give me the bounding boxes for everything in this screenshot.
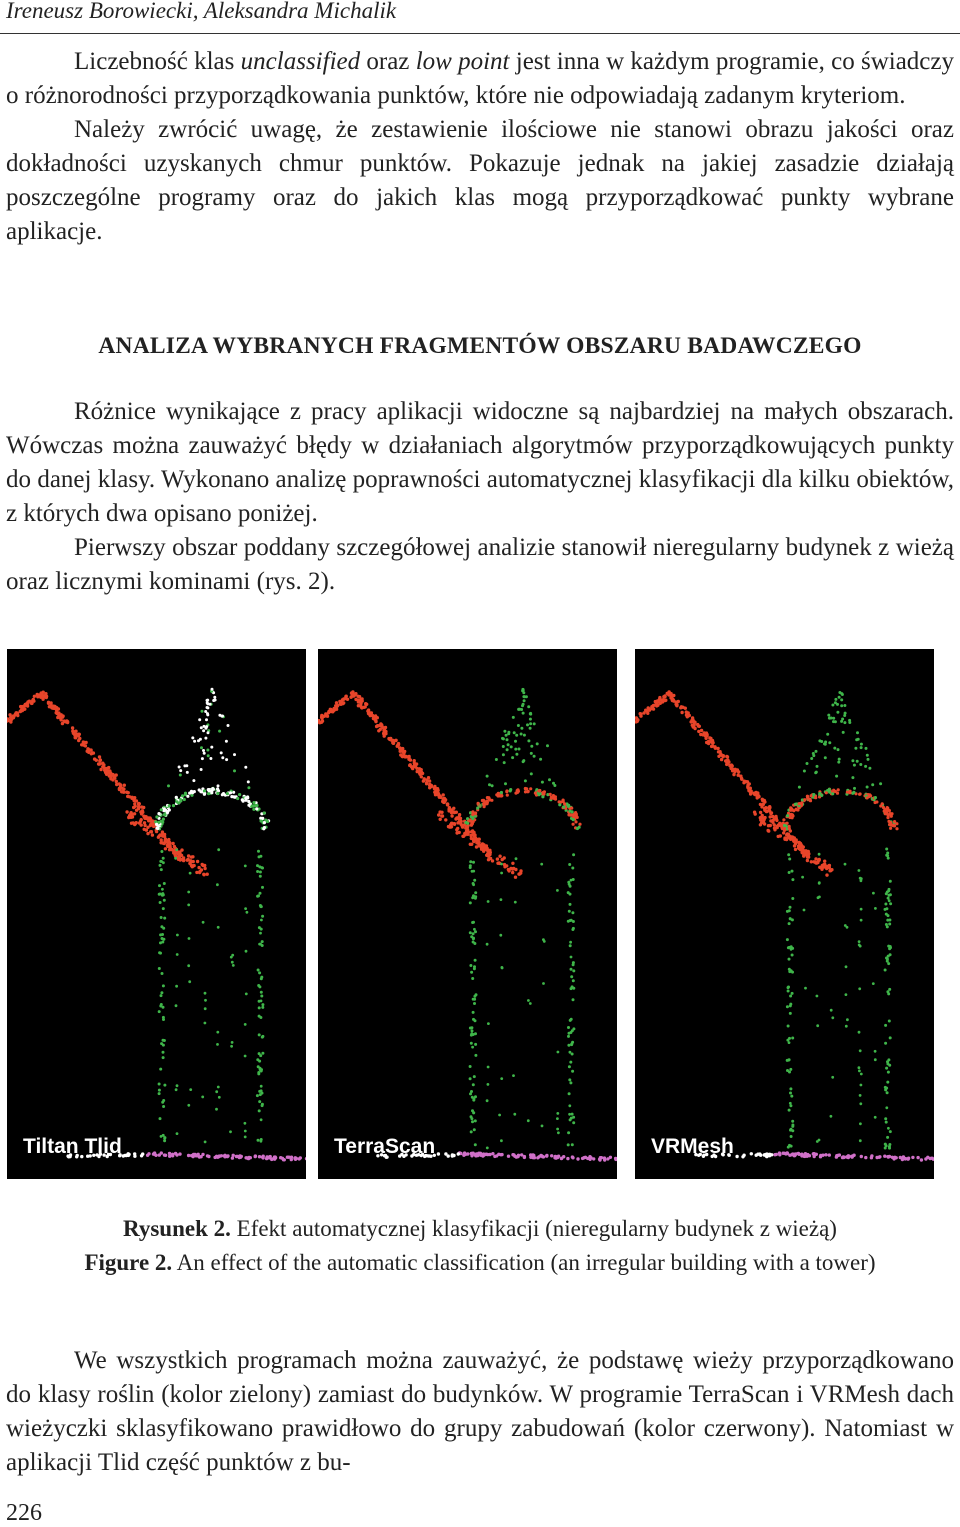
page-number: 226 [6, 1500, 42, 1526]
point-cloud-image [635, 649, 934, 1179]
point-cloud-image [7, 649, 306, 1179]
section-text [6, 395, 954, 599]
closing-paragraph: We wszystkich programach można zauważyć, że podstawę wieży przyporządkowano do klasy roślin (kolor zielony) zamiast do budynków. W programie TerraScan i VRMesh dach wieżyczki sklasyfikowano prawidłowo do grupy zabudowań (kolor czerwony). Natomiast w aplikacji Tlid część punktów z bu- [6, 1347, 954, 1476]
closing-text [6, 1344, 954, 1480]
figure-caption-en: Figure 2. An effect of the automatic classification (an irregular building with a tower) [84, 1250, 876, 1275]
point-cloud-image [318, 649, 617, 1179]
intro-paragraph-1: Liczebność klas unclassified oraz low point jest inna w każdym programie, co świadczy o różnorodności przyporządkowania punktów, które nie odpowiadają zadanym kryteriom. [6, 48, 954, 109]
term-unclassified: unclassified [240, 48, 361, 75]
section-heading: ANALIZA WYBRANYCH FRAGMENTÓW OBSZARU BADAWCZEGO [98, 333, 862, 359]
section-paragraph-1: Różnice wynikające z pracy aplikacji widoczne są najbardziej na małych obszarach. Wówczas można zauważyć błędy w działaniach algorytmów przyporządkowujących punkty do danej klasy. Wykonano analizę poprawności automatycznej klasyfikacji dla kilku obiektów, z których dwa opisano poniżej. [6, 398, 954, 527]
section-paragraph-2: Pierwszy obszar poddany szczegółowej analizie stanowił nieregularny budynek z wieżą oraz licznymi kominami (rys. 2). [6, 534, 954, 595]
term-low-point: low point [415, 48, 510, 75]
intro-paragraph-2: Należy zwrócić uwagę, że zestawienie ilościowe nie stanowi obrazu jakości oraz dokładności uzyskanych chmur punktów. Pokazuje jednak na jakiej zasadzie działają poszczególne programy oraz do jakich klas mogą przyporządkować punkty wybrane aplikacje. [6, 116, 954, 245]
header-rule [0, 33, 960, 34]
running-header: Ireneusz Borowiecki, Aleksandra Michalik [6, 0, 397, 23]
panel-label: VRMesh [651, 1135, 734, 1158]
point-cloud-panel-vrmesh [635, 649, 934, 1179]
point-cloud-panel-terrascan [318, 649, 617, 1179]
panel-label: Tiltan Tlid [23, 1135, 122, 1158]
figure-caption-pl: Rysunek 2. Efekt automatycznej klasyfikacji (nieregularny budynek z wieżą) [123, 1216, 837, 1241]
panel-label: TerraScan [334, 1135, 436, 1158]
point-cloud-panel-tiltan [7, 649, 306, 1179]
intro-text [6, 45, 954, 249]
figure-2 [7, 649, 954, 1179]
